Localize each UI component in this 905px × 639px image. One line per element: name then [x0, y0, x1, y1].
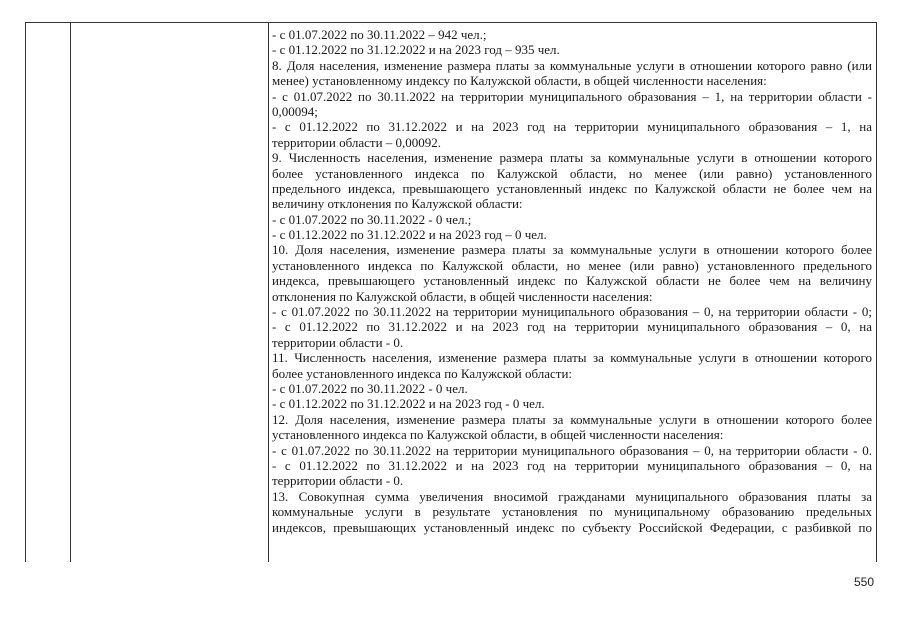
text-line: - с 01.07.2022 по 30.11.2022 на территории муниципального образования – 0, на территории области - 0;: [272, 304, 872, 320]
text-line: установленного индекса по Калужской области, но менее (или равно) установленного предельного: [272, 257, 872, 273]
text-line: - с 01.12.2022 по 31.12.2022 и на 2023 год - 0 чел.: [272, 396, 545, 412]
text-line: - с 01.12.2022 по 31.12.2022 и на 2023 год на территории муниципального образования – 0, на: [272, 457, 872, 473]
text-line: более установленного индекса по Калужской области, но менее (или равно) установленного: [272, 165, 872, 181]
table-column-number: [26, 23, 71, 562]
table-column-content: [272, 27, 872, 563]
text-line: 11. Численность населения, изменение размера платы за коммунальные услуги в отношении которого: [272, 350, 872, 366]
page-number: 550: [853, 575, 874, 589]
text-line: коммунальные услуги в результате установления по муниципальному образованию предельных: [272, 504, 872, 520]
text-line: территории области - 0.: [272, 334, 404, 350]
text-line: более установленного индекса по Калужской области:: [272, 365, 573, 381]
text-line: индексов, превышающих установленный индекс по субъекту Российской Федерации, с разбивкой по: [272, 519, 872, 535]
text-line: величину отклонения по Калужской области:: [272, 196, 523, 212]
text-line: менее) установленному индексу по Калужской области, в общей численности населения:: [272, 73, 767, 89]
text-line: 0,00094;: [272, 103, 318, 119]
text-line: индекса, превышающего установленный индекс по Калужской области не более чем на величину: [272, 273, 872, 289]
text-line: предельного индекса, превышающего установленный индекс по Калужской области не более чем на: [272, 180, 872, 196]
text-line: 9. Численность населения, изменение размера платы за коммунальные услуги в отношении которого: [272, 150, 872, 166]
text-line: территории области – 0,00092.: [272, 134, 442, 150]
text-line: - с 01.07.2022 по 30.11.2022 – 942 чел.;: [272, 27, 487, 42]
text-line: - с 01.07.2022 по 30.11.2022 на территории муниципального образования – 1, на территории области -: [272, 88, 872, 104]
document-table: [25, 22, 877, 562]
text-line: установленного индекса по Калужской области, в общей численности населения:: [272, 427, 724, 443]
text-line: - с 01.12.2022 по 31.12.2022 и на 2023 год – 0 чел.: [272, 227, 547, 243]
table-column-name: [71, 23, 269, 562]
text-line: - с 01.12.2022 по 31.12.2022 и на 2023 год на территории муниципального образования – 0, на: [272, 319, 872, 335]
text-line: - с 01.07.2022 по 30.11.2022 на территории муниципального образования – 0, на территории области - 0.: [272, 442, 872, 458]
text-line: 13. Совокупная сумма увеличения вносимой гражданами муниципального образования платы за: [272, 488, 872, 504]
text-line: отклонения по Калужской области, в общей численности населения:: [272, 288, 653, 304]
text-line: - с 01.07.2022 по 30.11.2022 - 0 чел.: [272, 380, 468, 396]
text-line: - с 01.07.2022 по 30.11.2022 - 0 чел.;: [272, 211, 472, 227]
text-line: 8. Доля населения, изменение размера платы за коммунальные услуги в отношении которого равно (или: [272, 57, 872, 73]
text-line: - с 01.12.2022 по 31.12.2022 и на 2023 год на территории муниципального образования – 1, на: [272, 119, 872, 135]
text-line: 10. Доля населения, изменение размера платы за коммунальные услуги в отношении которого более: [272, 242, 872, 258]
text-line: - с 01.12.2022 по 31.12.2022 и на 2023 год – 935 чел.: [272, 42, 560, 58]
text-line: 12. Доля населения, изменение размера платы за коммунальные услуги в отношении которого более: [272, 411, 872, 427]
text-line: территории области - 0.: [272, 473, 404, 489]
